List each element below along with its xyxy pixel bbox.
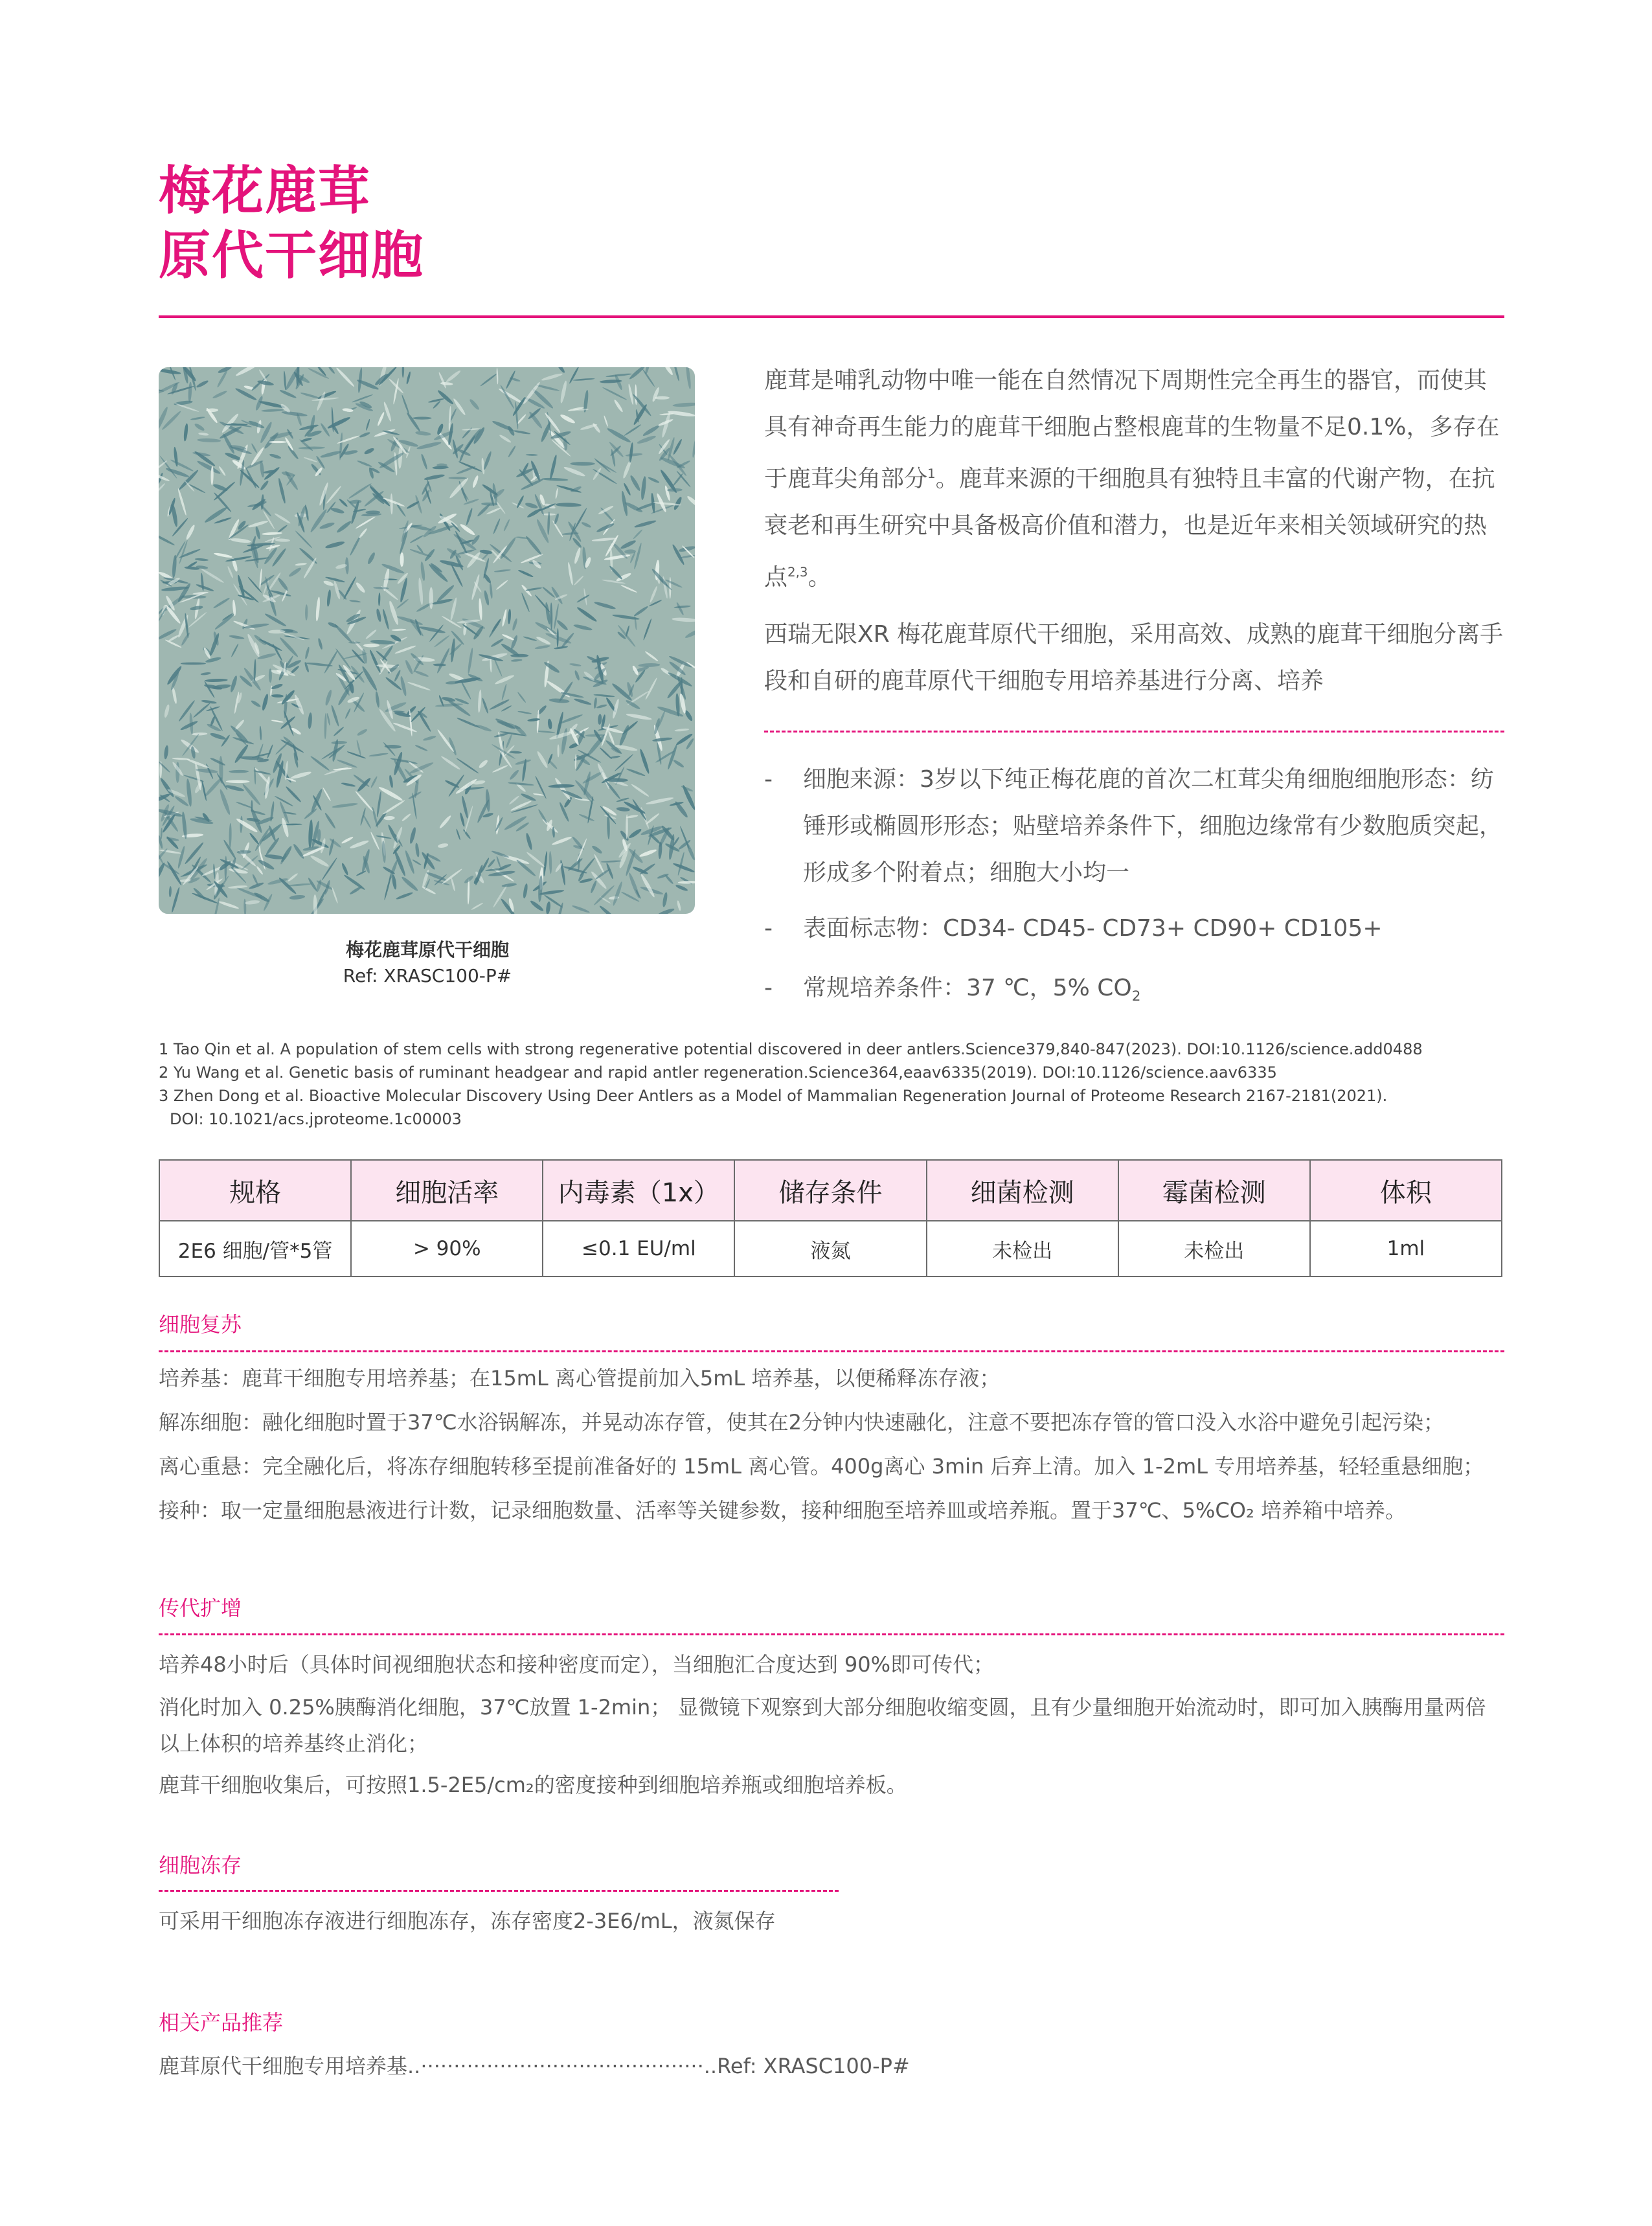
section-divider-resuscitation xyxy=(159,1350,1504,1352)
intro-dashed-divider xyxy=(764,731,1504,733)
resuscitation-medium: 培养基：鹿茸干细胞专用培养基；在15mL 离心管提前加入5mL 培养基，以便稀释冻存液； xyxy=(159,1366,1001,1391)
footnote-3-doi: DOI: 10.1021/acs.jproteome.1c00003 xyxy=(170,1110,462,1128)
co2-subscript: 2 xyxy=(1131,988,1141,1005)
spec-cell: 液氮 xyxy=(734,1221,926,1277)
intro-paragraph-2: 西瑞无限XR 梅花鹿茸原代干细胞，采用高效、成熟的鹿茸干细胞分离手段和自研的鹿茸原代干细胞专用培养基进行分离、培养 xyxy=(764,621,1504,694)
intro-p1-text-c: 。 xyxy=(808,564,832,591)
spec-header-cell: 体积 xyxy=(1310,1160,1502,1221)
spec-header-cell: 储存条件 xyxy=(734,1160,926,1221)
section-divider-passage xyxy=(159,1633,1504,1635)
culture-conditions-main: 常规培养条件：37 ℃，5% CO xyxy=(803,975,1132,1001)
resuscitation-thaw: 解冻细胞：融化细胞时置于37℃水浴锅解冻，并晃动冻存管，使其在2分钟内快速融化，注意不要把冻存管的管口没入水浴中避免引起污染； xyxy=(159,1410,1445,1435)
spec-cell: 未检出 xyxy=(927,1221,1118,1277)
intro-paragraph-1 xyxy=(764,358,1506,601)
resuscitation-seeding: 接种：取一定量细胞悬液进行计数，记录细胞数量、活率等关键参数，接种细胞至培养皿或培养瓶。置于37℃、5%CO₂ 培养箱中培养。 xyxy=(159,1498,1406,1523)
spec-cell: > 90% xyxy=(351,1221,543,1277)
bullet-surface-markers: - 表面标志物：CD34- CD45- CD73+ CD90+ CD105+ xyxy=(764,905,1506,952)
section-title-resuscitation: 细胞复苏 xyxy=(159,1312,242,1337)
spec-header-cell: 细菌检测 xyxy=(927,1160,1118,1221)
passage-timing: 培养48小时后（具体时间视细胞状态和接种密度而定），当细胞汇合度达到 90%即可传代； xyxy=(159,1652,995,1677)
page-title-line1: 梅花鹿茸 xyxy=(159,161,371,221)
spec-cell: 1ml xyxy=(1310,1221,1502,1277)
bullet-surface-markers-text: 表面标志物：CD34- CD45- CD73+ CD90+ CD105+ xyxy=(803,915,1383,942)
section-title-freezing: 细胞冻存 xyxy=(159,1853,242,1878)
spec-header-cell: 细胞活率 xyxy=(351,1160,543,1221)
spec-table-header-row xyxy=(159,1160,1502,1221)
spec-header-cell: 霉菌检测 xyxy=(1118,1160,1310,1221)
resuscitation-centrifuge: 离心重悬：完全融化后，将冻存细胞转移至提前准备好的 15mL 离心管。400g离心 3min 后弃上清。加入 1-2mL 专用培养基，轻轻重悬细胞； xyxy=(159,1454,1484,1479)
footnote-1: 1 Tao Qin et al. A population of stem cells with strong regenerative potential discovered in deer antlers.Science379,840-847(2023). DOI:10.1126/science.add0488 xyxy=(159,1040,1423,1058)
spec-cell: 2E6 细胞/管*5管 xyxy=(159,1221,351,1277)
cell-texture-mark xyxy=(413,417,432,420)
section-title-passage: 传代扩增 xyxy=(159,1596,242,1620)
bullet-cell-source: - 细胞来源：3岁以下纯正梅花鹿的首次二杠茸尖角细胞细胞形态：纺锤形或椭圆形形态；贴壁培养条件下，细胞边缘常有少数胞质突起，形成多个附着点；细胞大小均一 xyxy=(764,756,1506,899)
spec-table xyxy=(159,1159,1502,1277)
section-divider-freezing xyxy=(159,1890,839,1892)
image-caption-ref: Ref: XRASC100-P# xyxy=(343,965,512,986)
cell-texture-mark xyxy=(429,587,433,609)
footnote-ref-2-3: 2,3 xyxy=(787,565,808,580)
image-caption-name: 梅花鹿茸原代干细胞 xyxy=(345,939,509,960)
title-divider xyxy=(159,315,1504,318)
footnote-ref-1: 1 xyxy=(927,466,936,481)
page-title-line2: 原代干细胞 xyxy=(159,225,424,286)
bullet-cell-source-text: 细胞来源：3岁以下纯正梅花鹿的首次二杠茸尖角细胞细胞形态：纺锤形或椭圆形形态；贴壁培养条件下，细胞边缘常有少数胞质突起，形成多个附着点；细胞大小均一 xyxy=(803,766,1503,886)
bullet-culture-conditions: - 常规培养条件：37 ℃，5% $CO_2$ xyxy=(764,965,1506,1012)
footnote-2: 2 Yu Wang et al. Genetic basis of ruminant headgear and rapid antler regeneration.Science364,eaav6335(2019). DOI:10.1126/science.aav6335 xyxy=(159,1063,1277,1082)
related-product-medium: 鹿茸原代干细胞专用培养基..···········································..Ref: XRASC100-P# xyxy=(159,2054,910,2078)
spec-header-cell: 内毒素（1x） xyxy=(543,1160,734,1221)
passage-collection: 鹿茸干细胞收集后，可按照1.5-2E5/cm₂的密度接种到细胞培养瓶或细胞培养板。 xyxy=(159,1773,907,1797)
spec-header-cell: 规格 xyxy=(159,1160,351,1221)
cell-texture-mark xyxy=(348,642,361,644)
intro-p1-text-b: 。鹿茸来源的干细胞具有独特且丰富的代谢产物，在抗衰老和再生研究中具备极高价值和潜力，也是近年来相关领域研究的热点 xyxy=(764,466,1495,591)
spec-cell: 未检出 xyxy=(1118,1221,1310,1277)
spec-cell: ≤0.1 EU/ml xyxy=(543,1221,734,1277)
section-title-related: 相关产品推荐 xyxy=(159,2010,284,2035)
intro-p1-text-a: 鹿茸是哺乳动物中唯一能在自然情况下周期性完全再生的器官，而使其具有神奇再生能力的鹿茸干细胞占整根鹿茸的生物量不足0.1%，多存在于鹿茸尖角部分 xyxy=(764,367,1500,492)
footnote-3: 3 Zhen Dong et al. Bioactive Molecular Discovery Using Deer Antlers as a Model of Mammalian Regeneration Journal of Proteome Research 2167-2181(2021). xyxy=(159,1087,1388,1105)
cell-micrograph xyxy=(159,367,695,914)
passage-digestion: 消化时加入 0.25%胰酶消化细胞，37℃放置 1-2min； 显微镜下观察到大部分细胞收缩变圆，且有少量细胞开始流动时，即可加入胰酶用量两倍以上体积的培养基终止消化； xyxy=(159,1695,1486,1756)
freezing-instructions: 可采用干细胞冻存液进行细胞冻存，冻存密度2-3E6/mL，液氮保存 xyxy=(159,1909,776,1933)
table-row xyxy=(159,1221,1502,1277)
bullet-culture-conditions-text xyxy=(803,965,1502,1020)
